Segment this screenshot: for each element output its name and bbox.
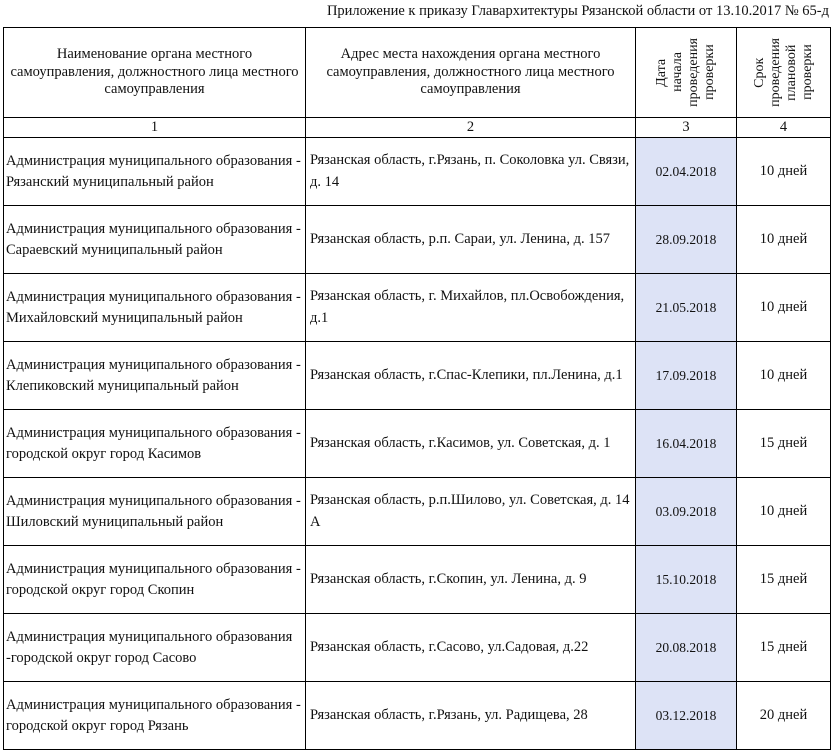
duration-cell: 20 дней	[737, 682, 831, 750]
address-cell: Рязанская область, г.Рязань, ул. Радищева, 28	[306, 682, 636, 750]
column-number-row	[4, 118, 831, 138]
duration-cell: 10 дней	[737, 342, 831, 410]
header-duration: Срок проведения плановой проверки	[737, 28, 831, 118]
duration-cell: 15 дней	[737, 614, 831, 682]
authority-name-cell: Администрация муниципального образования - Клепиковский муниципальный район	[4, 342, 306, 410]
start-date-cell: 20.08.2018	[636, 614, 737, 682]
address-cell: Рязанская область, г. Михайлов, пл.Освобождения, д.1	[306, 274, 636, 342]
column-number: 4	[737, 118, 831, 138]
table-row	[4, 342, 831, 410]
duration-cell: 10 дней	[737, 138, 831, 206]
column-number: 3	[636, 118, 737, 138]
start-date-cell: 03.09.2018	[636, 478, 737, 546]
column-number: 1	[4, 118, 306, 138]
table-row	[4, 410, 831, 478]
start-date-cell: 15.10.2018	[636, 546, 737, 614]
address-cell: Рязанская область, р.п.Шилово, ул. Советская, д. 14 А	[306, 478, 636, 546]
start-date-cell: 03.12.2018	[636, 682, 737, 750]
duration-cell: 10 дней	[737, 478, 831, 546]
address-cell: Рязанская область, г.Сасово, ул.Садовая, д.22	[306, 614, 636, 682]
address-cell: Рязанская область, р.п. Сараи, ул. Ленина, д. 157	[306, 206, 636, 274]
column-number: 2	[306, 118, 636, 138]
address-cell: Рязанская область, г.Спас-Клепики, пл.Ленина, д.1	[306, 342, 636, 410]
authority-name-cell: Администрация муниципального образования - Рязанский муниципальный район	[4, 138, 306, 206]
duration-cell: 15 дней	[737, 410, 831, 478]
table-header-row	[4, 28, 831, 118]
table-row	[4, 478, 831, 546]
authority-name-cell: Администрация муниципального образования - Михайловский муниципальный район	[4, 274, 306, 342]
document-caption: Приложение к приказу Главархитектуры Рязанской области от 13.10.2017 № 65-д	[326, 3, 829, 19]
authority-name-cell: Администрация муниципального образования - городской округ город Касимов	[4, 410, 306, 478]
header-start-date: Дата начала проведения проверки	[636, 28, 737, 118]
table-row	[4, 138, 831, 206]
inspection-schedule-table	[3, 27, 831, 750]
start-date-cell: 28.09.2018	[636, 206, 737, 274]
table-row	[4, 614, 831, 682]
authority-name-cell: Администрация муниципального образования - Сараевский муниципальный район	[4, 206, 306, 274]
address-cell: Рязанская область, г.Рязань, п. Соколовка ул. Связи, д. 14	[306, 138, 636, 206]
start-date-cell: 21.05.2018	[636, 274, 737, 342]
duration-cell: 10 дней	[737, 206, 831, 274]
address-cell: Рязанская область, г.Касимов, ул. Советская, д. 1	[306, 410, 636, 478]
authority-name-cell: Администрация муниципального образования - городской округ город Скопин	[4, 546, 306, 614]
duration-cell: 15 дней	[737, 546, 831, 614]
table-row	[4, 546, 831, 614]
authority-name-cell: Администрация муниципального образования -городской округ город Сасово	[4, 614, 306, 682]
header-authority-name: Наименование органа местного самоуправления, должностного лица местного самоуправления	[4, 28, 306, 118]
table-row	[4, 206, 831, 274]
authority-name-cell: Администрация муниципального образования - Шиловский муниципальный район	[4, 478, 306, 546]
address-cell: Рязанская область, г.Скопин, ул. Ленина, д. 9	[306, 546, 636, 614]
start-date-cell: 17.09.2018	[636, 342, 737, 410]
start-date-cell: 16.04.2018	[636, 410, 737, 478]
authority-name-cell: Администрация муниципального образования - городской округ город Рязань	[4, 682, 306, 750]
duration-cell: 10 дней	[737, 274, 831, 342]
table-row	[4, 274, 831, 342]
header-address: Адрес места нахождения органа местного самоуправления, должностного лица местного самоуправления	[306, 28, 636, 118]
table-row	[4, 682, 831, 750]
start-date-cell: 02.04.2018	[636, 138, 737, 206]
